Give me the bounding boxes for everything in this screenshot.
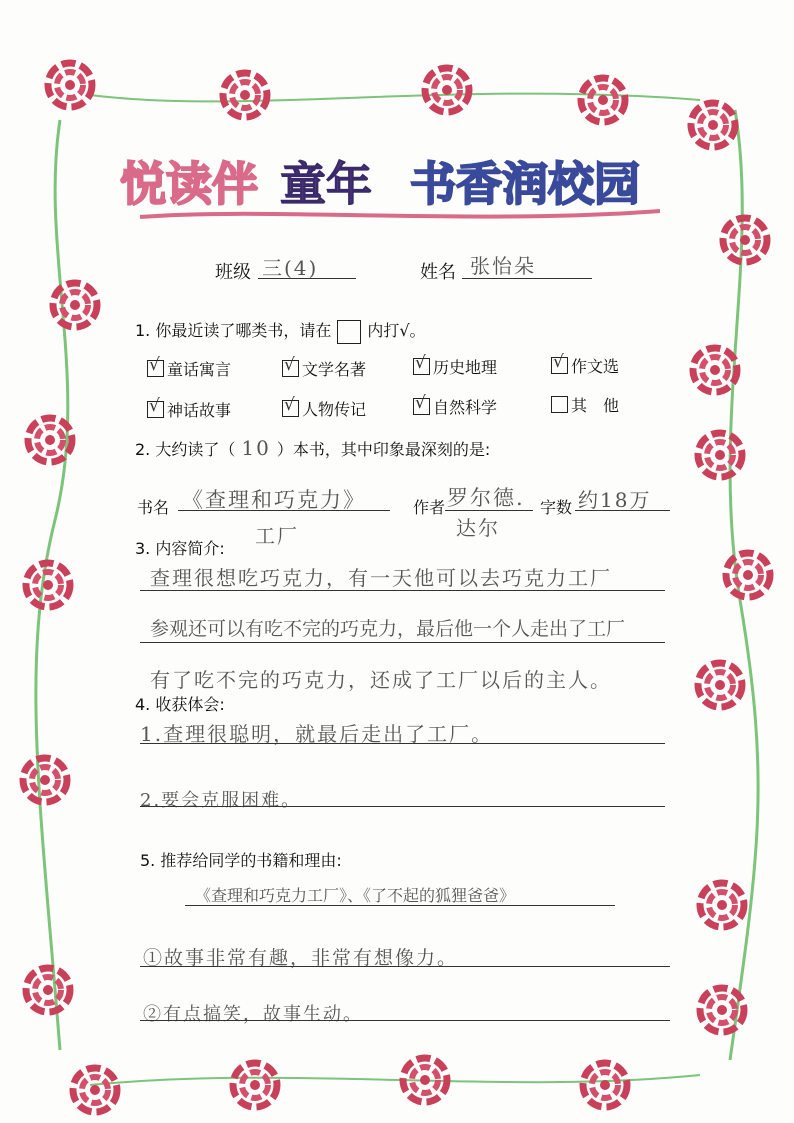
rose-icon <box>726 553 770 597</box>
option-classics[interactable] <box>282 357 366 380</box>
title-part3: 书香润校园 <box>410 157 640 211</box>
recommended-books: 《查理和巧克力工厂》、《了不起的狐狸爸爸》 <box>195 886 516 905</box>
author-value: 罗尔德. <box>447 486 525 510</box>
rose-icon <box>233 1063 277 1107</box>
author-value-line2: 达尔 <box>456 516 500 540</box>
option-label: 文学名著 <box>302 360 367 379</box>
checkbox-icon[interactable]: √ <box>147 401 164 418</box>
rose-icon <box>693 348 737 392</box>
summary-line-2: 参观还可以有吃不完的巧克力，最后他一个人走出了工厂 <box>150 618 626 640</box>
summary-line-1: 查理很想吃巧克力，有一天他可以去巧克力工厂 <box>150 566 612 590</box>
option-label: 其 他 <box>571 396 620 415</box>
question-1-text-after: 内打√。 <box>367 321 426 340</box>
name-label: 姓名 <box>420 262 456 283</box>
checkbox-icon[interactable]: √ <box>282 400 299 417</box>
class-underline <box>258 278 356 279</box>
book-title-value: 《查理和巧克力》 <box>182 488 366 512</box>
option-label: 童话寓言 <box>167 360 232 379</box>
word-count-label: 字数 <box>540 498 573 517</box>
question-2 <box>135 436 490 460</box>
option-fairy-tales[interactable] <box>147 357 231 380</box>
summary-line-3: 有了吃不完的巧克力，还成了工厂以后的主人。 <box>150 668 612 692</box>
summary-underline-1 <box>140 590 665 591</box>
checkbox-icon[interactable]: √ <box>147 360 164 377</box>
reflection-underline-1 <box>140 743 665 744</box>
rose-icon <box>26 563 70 607</box>
summary-underline-2 <box>140 642 665 643</box>
option-history-geography[interactable] <box>413 355 497 378</box>
rose-icon <box>48 63 92 107</box>
option-biography[interactable] <box>282 397 366 420</box>
checkbox-icon[interactable] <box>551 396 568 413</box>
option-myths[interactable] <box>147 398 231 421</box>
reflection-line-2: 2.要会克服困难。 <box>140 790 302 811</box>
rose-icon <box>73 1068 117 1112</box>
rose-icon <box>583 1063 627 1107</box>
word-count-underline <box>575 510 670 511</box>
checkbox-icon[interactable]: √ <box>413 358 430 375</box>
rose-icon <box>425 68 469 112</box>
rose-icon <box>223 73 267 117</box>
book-title-underline <box>178 510 390 511</box>
question-3-label: 3. 内容简介: <box>135 539 225 558</box>
reflection-underline-2 <box>140 806 665 807</box>
question-1 <box>135 318 426 344</box>
checkbox-icon[interactable]: √ <box>282 360 299 377</box>
name-value: 张怡朵 <box>470 254 536 278</box>
book-title-value-line2: 工厂 <box>255 524 299 548</box>
rose-icon <box>698 433 742 477</box>
reason-line-1: ①故事非常有趣，非常有想像力。 <box>143 947 459 969</box>
reflection-line-1: 1.查理很聪明，就最后走出了工厂。 <box>140 722 494 746</box>
reason-underline-2 <box>140 1020 670 1021</box>
option-label: 人物传记 <box>302 400 367 419</box>
option-label: 历史地理 <box>433 358 498 377</box>
option-label: 自然科学 <box>433 398 498 417</box>
question-1-text: 1. 你最近读了哪类书，请在 <box>135 321 332 340</box>
rose-icon <box>698 663 742 707</box>
author-underline <box>445 510 533 511</box>
reason-line-2: ②有点搞笑，故事生动。 <box>143 1004 363 1025</box>
rose-icon <box>53 283 97 327</box>
rose-icon <box>723 218 767 262</box>
question-2-text-after: ）本书，其中印象最深刻的是: <box>276 440 491 459</box>
question-5-label: 5. 推荐给同学的书籍和理由: <box>140 851 342 870</box>
class-label: 班级 <box>215 262 251 283</box>
question-2-text: 2. 大约读了（ <box>135 440 236 459</box>
question-4-label: 4. 收获体会: <box>135 695 225 714</box>
reason-underline-1 <box>140 966 670 967</box>
rose-icon <box>700 883 744 927</box>
name-underline <box>462 278 592 279</box>
option-other[interactable] <box>551 393 619 416</box>
checkbox-icon[interactable]: √ <box>413 398 430 415</box>
rose-icon <box>691 103 735 147</box>
book-title-label: 书名 <box>137 498 170 517</box>
rose-icon <box>26 968 70 1012</box>
option-composition[interactable] <box>551 354 619 377</box>
rose-icon <box>23 758 67 802</box>
title-part1: 悦读伴 <box>120 157 258 211</box>
page-title <box>120 145 680 225</box>
book-count: 10 <box>241 436 271 460</box>
recommended-books-underline <box>185 905 615 906</box>
rose-icon <box>700 988 744 1032</box>
word-count-value: 约18万 <box>578 488 652 512</box>
rose-icon <box>581 78 625 122</box>
class-value: 三(4) <box>262 256 319 280</box>
author-label: 作者 <box>413 498 446 517</box>
checkbox-icon[interactable]: √ <box>551 357 568 374</box>
option-label: 作文选 <box>571 357 620 376</box>
checkbox-icon <box>337 320 361 344</box>
option-label: 神话故事 <box>167 401 232 420</box>
title-part2: 童年 <box>280 157 372 211</box>
option-natural-science[interactable] <box>413 395 497 418</box>
